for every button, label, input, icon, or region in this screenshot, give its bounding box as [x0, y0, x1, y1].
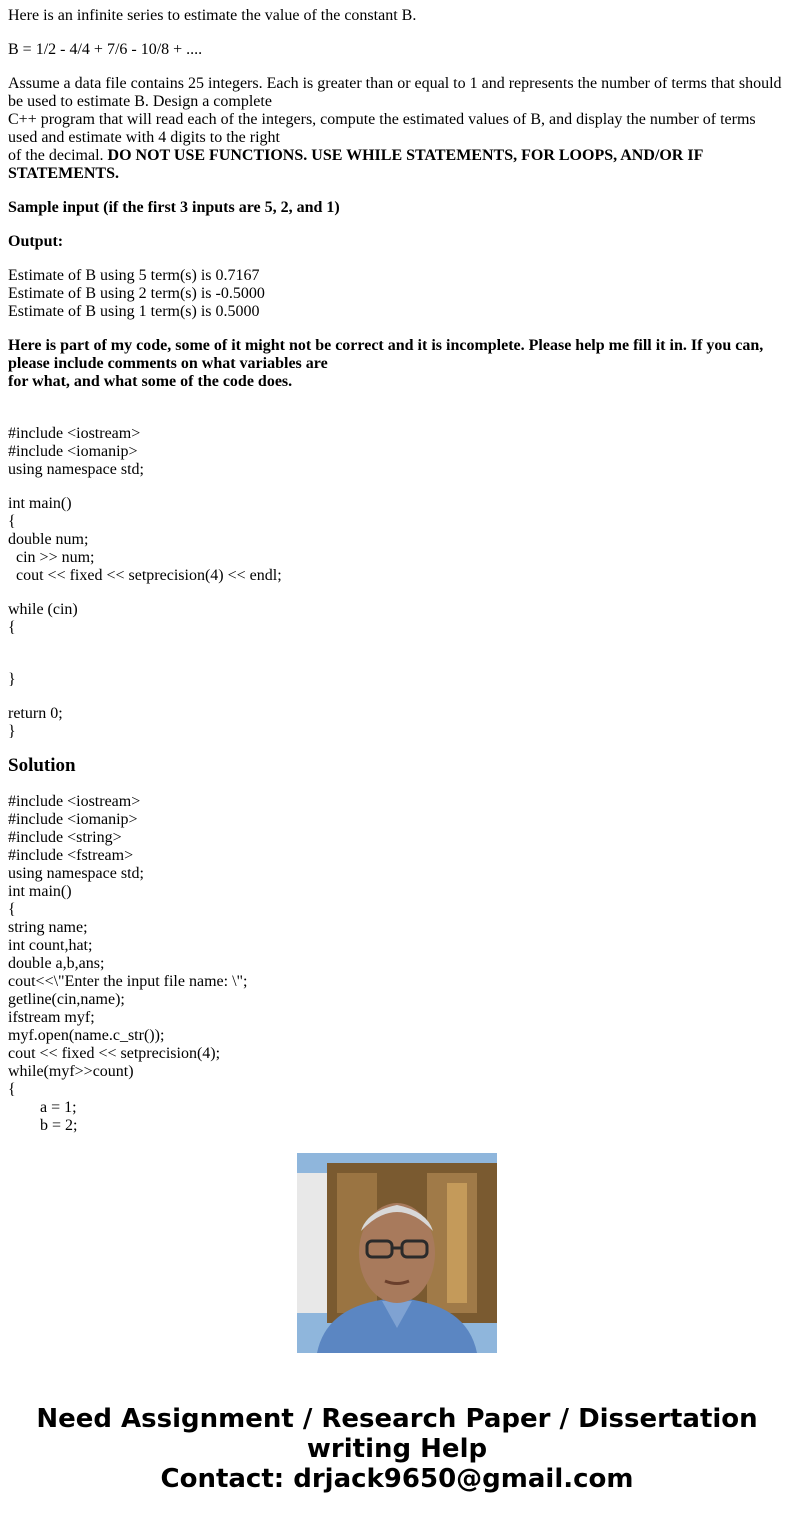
assume-paragraph	[8, 75, 786, 183]
code-line: cout << fixed << setprecision(4) << endl;	[8, 567, 282, 584]
sample-input-heading: Sample input (if the first 3 inputs are 5, 2, and 1)	[8, 199, 340, 216]
code-line: double num;	[8, 531, 89, 548]
solution-code-line: int count,hat;	[8, 937, 93, 954]
assume-line-1: Assume a data file contains 25 integers. Each is greater than or equal to 1 and represents the number of terms that should be used to estimate B. Design a complete	[8, 75, 782, 110]
student-code	[8, 425, 786, 741]
ad-line-1: Need Assignment / Research Paper / Dissertation	[36, 1404, 758, 1434]
advertisement-footer	[0, 1404, 794, 1494]
solution-code-line: cout<<\"Enter the input file name: \";	[8, 973, 248, 990]
solution-code-line: using namespace std;	[8, 865, 144, 882]
assume-line-2: C++ program that will read each of the integers, compute the estimated values of B, and display the number of terms used and estimate with 4 digits to the right	[8, 111, 756, 146]
solution-code-line: double a,b,ans;	[8, 955, 105, 972]
help-line-1: Here is part of my code, some of it might not be correct and it is incomplete. Please help me fill it in. If you can, please include comments on what variables are	[8, 337, 764, 372]
output-line: Estimate of B using 1 term(s) is 0.5000	[8, 303, 260, 320]
help-request	[8, 337, 786, 391]
author-portrait-image	[297, 1153, 497, 1353]
solution-code-line: #include <string>	[8, 829, 122, 846]
solution-code-line: {	[8, 901, 16, 918]
code-line: while (cin)	[8, 601, 78, 618]
solution-code-line: cout << fixed << setprecision(4);	[8, 1045, 221, 1062]
solution-code-line: int main()	[8, 883, 72, 900]
solution-code-line: while(myf>>count)	[8, 1063, 134, 1080]
output-heading: Output:	[8, 233, 64, 250]
code-line: {	[8, 619, 16, 636]
question-document	[8, 7, 786, 1134]
solution-code-line: {	[8, 1081, 16, 1098]
output-line: Estimate of B using 5 term(s) is 0.7167	[8, 267, 260, 284]
code-line: return 0;	[8, 705, 63, 722]
code-line: cin >> num;	[8, 549, 95, 566]
solution-code-line: #include <iomanip>	[8, 811, 138, 828]
code-line: {	[8, 513, 16, 530]
solution-code-line: ifstream myf;	[8, 1009, 95, 1026]
help-line-2: for what, and what some of the code does.	[8, 373, 293, 390]
solution-code	[8, 793, 786, 1134]
solution-code-line: getline(cin,name);	[8, 991, 125, 1008]
solution-heading: Solution	[8, 755, 76, 776]
code-line: #include <iomanip>	[8, 443, 138, 460]
solution-code-line: myf.open(name.c_str());	[8, 1027, 165, 1044]
output-line: Estimate of B using 2 term(s) is -0.5000	[8, 285, 265, 302]
sample-output	[8, 267, 786, 321]
solution-code-line: b = 2;	[8, 1117, 78, 1134]
code-line: int main()	[8, 495, 72, 512]
ad-line-2: writing Help	[306, 1434, 488, 1464]
ad-contact: Contact: drjack9650@gmail.com	[160, 1464, 634, 1494]
intro-text: Here is an infinite series to estimate the value of the constant B.	[8, 7, 417, 24]
assume-line-3: of the decimal.	[8, 147, 108, 164]
author-photo	[297, 1153, 497, 1353]
solution-code-line: string name;	[8, 919, 88, 936]
series-formula: B = 1/2 - 4/4 + 7/6 - 10/8 + ....	[8, 41, 203, 58]
constraints-text: DO NOT USE FUNCTIONS. USE WHILE STATEMENTS, FOR LOOPS, AND/OR IF STATEMENTS.	[8, 147, 703, 182]
solution-code-line: #include <iostream>	[8, 793, 141, 810]
code-line: using namespace std;	[8, 461, 144, 478]
solution-code-line: a = 1;	[8, 1099, 77, 1116]
code-line: }	[8, 723, 16, 740]
solution-code-line: #include <fstream>	[8, 847, 134, 864]
code-line: #include <iostream>	[8, 425, 141, 442]
code-line: }	[8, 671, 16, 688]
